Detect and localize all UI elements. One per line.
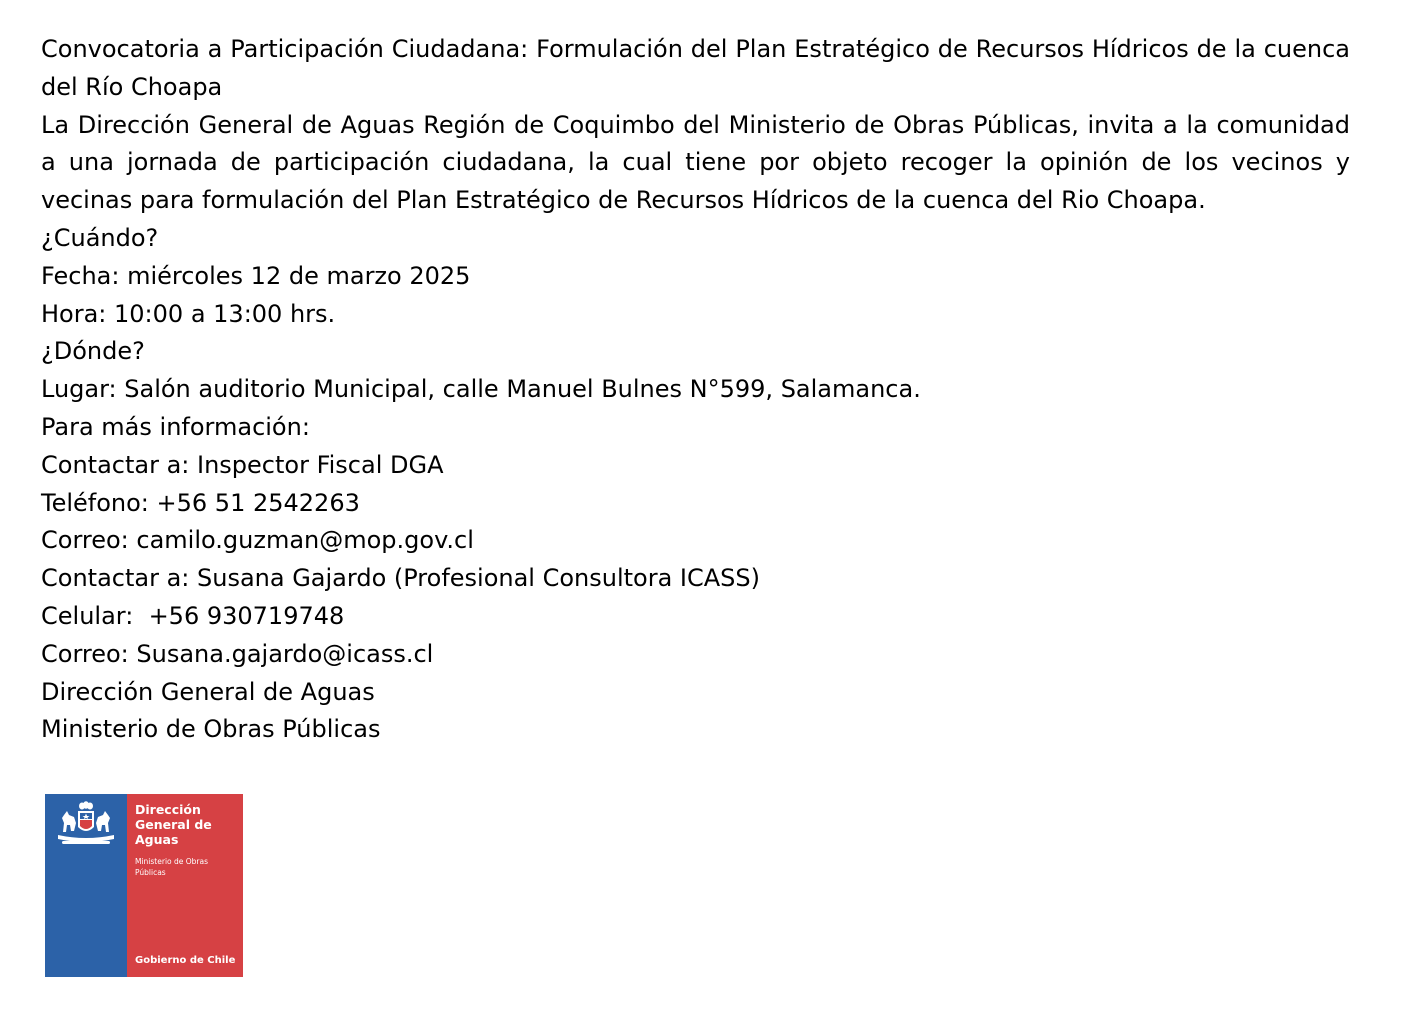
info-heading: Para más información: <box>41 412 310 441</box>
event-time: Hora: 10:00 a 13:00 hrs. <box>41 299 336 328</box>
logo-blue-panel <box>45 794 127 977</box>
logo-org-name: Dirección General de Aguas <box>135 802 212 847</box>
announcement-intro: La Dirección General de Aguas Región de Coquimbo del Ministerio de Obras Públicas, invita a la comunidad a una jornada de participación ciudadana, la cual tiene por objeto recoger la opinión de los vecinos y vecinas para formulación del Plan Estratégico de Recursos Hídricos de la cuenca del Rio Choapa. <box>41 110 1350 215</box>
event-place: Lugar: Salón auditorio Municipal, calle Manuel Bulnes N°599, Salamanca. <box>41 375 921 404</box>
contact1-phone: Teléfono: +56 51 2542263 <box>41 488 360 517</box>
logo-red-panel <box>127 794 243 977</box>
contact1-email: Correo: camilo.guzman@mop.gov.cl <box>41 526 474 555</box>
contact2-phone: Celular: +56 930719748 <box>41 601 345 630</box>
logo-ministry-name: Ministerio de Obras Públicas <box>135 857 209 877</box>
when-heading: ¿Cuándo? <box>41 223 159 252</box>
logo-government-name: Gobierno de Chile <box>135 955 236 966</box>
announcement-title: Convocatoria a Participación Ciudadana: Formulación del Plan Estratégico de Recursos Hídricos de la cuenca del Río Choapa <box>41 35 1350 101</box>
where-heading: ¿Dónde? <box>41 337 145 366</box>
contact2-email: Correo: Susana.gajardo@icass.cl <box>41 639 434 668</box>
chile-coat-of-arms-icon <box>54 801 118 851</box>
signature-org: Dirección General de Aguas <box>41 677 375 706</box>
contact2-name: Contactar a: Susana Gajardo (Profesional Consultora ICASS) <box>41 564 761 593</box>
dga-logo <box>45 794 243 977</box>
signature-ministry: Ministerio de Obras Públicas <box>41 715 381 744</box>
event-date: Fecha: miércoles 12 de marzo 2025 <box>41 261 471 290</box>
contact1-name: Contactar a: Inspector Fiscal DGA <box>41 450 444 479</box>
